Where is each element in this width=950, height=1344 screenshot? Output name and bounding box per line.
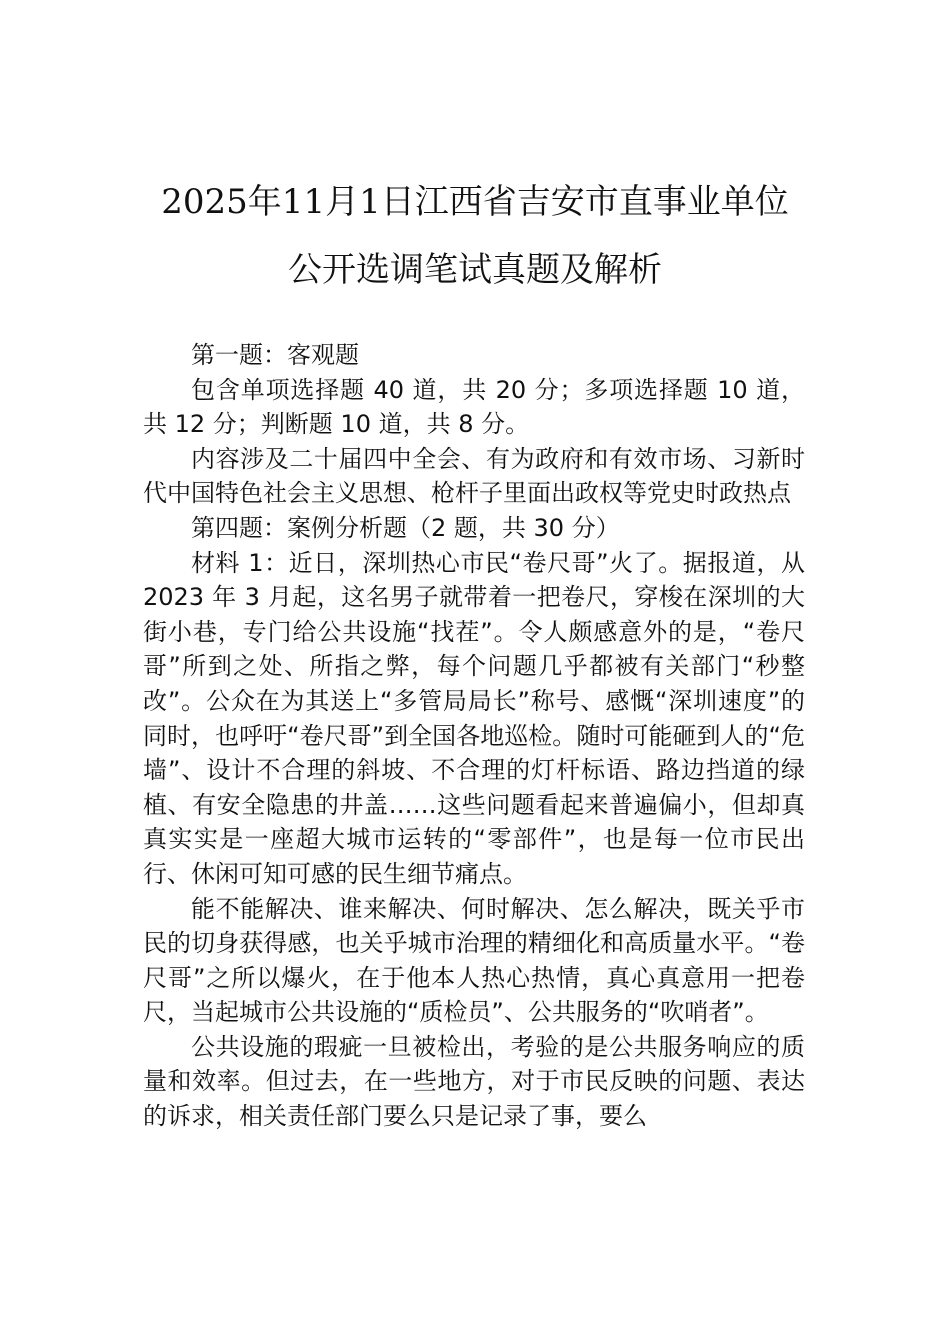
paragraph-material-1: 材料 1：近日，深圳热心市民“卷尺哥”火了。据报道，从 2023 年 3 月起，这名男子就带着一把卷尺，穿梭在深圳的大街小巷，专门给公共设施“找茬”。令人颇感意外的是，“卷尺哥”所到之处、所指之弊，每个问题几乎都被有关部门“秒整改”。公众在为其送上“多管局局长”称号、感慨“深圳速度”的同时，也呼吁“卷尺哥”到全国各地巡检。随时可能砸到人的“危墙”、设计不合理的斜坡、不合理的灯杆标语、路边挡道的绿植、有安全隐患的井盖……这些问题看起来普遍偏小，但却真真实实是一座超大城市运转的“零部件”，也是每一位市民出行、休闲可知可感的民生细节痛点。 bbox=[143, 548, 805, 888]
paragraph-objective-scoring: 包含单项选择题 40 道，共 20 分；多项选择题 10 道，共 12 分；判断题 10 道，共 8 分。 bbox=[143, 375, 805, 439]
paragraph-material-1-continued: 能不能解决、谁来解决、何时解决、怎么解决，既关乎市民的切身获得感，也关乎城市治理的精细化和高质量水平。“卷尺哥”之所以爆火，在于他本人热心热情，真心真意用一把卷尺，当起城市公共设施的“质检员”、公共服务的“吹哨者”。 bbox=[143, 894, 805, 1027]
paragraph-objective-content: 内容涉及二十届四中全会、有为政府和有效市场、习新时代中国特色社会主义思想、枪杆子里面出政权等党史时政热点 bbox=[143, 444, 805, 508]
paragraph-material-1-public-facilities: 公共设施的瑕疵一旦被检出，考验的是公共服务响应的质量和效率。但过去，在一些地方，对于市民反映的问题、表达的诉求，相关责任部门要么只是记录了事，要么 bbox=[143, 1032, 805, 1131]
document-body bbox=[143, 338, 805, 1134]
section-heading-objective: 第一题：客观题 bbox=[191, 341, 359, 369]
section-heading-case-analysis: 第四题：案例分析题（2 题，共 30 分） bbox=[191, 513, 620, 542]
document-title-line-2: 公开选调笔试真题及解析 bbox=[288, 250, 662, 290]
document-title-line-1: 2025年11月1日江西省吉安市直事业单位 bbox=[161, 182, 789, 222]
